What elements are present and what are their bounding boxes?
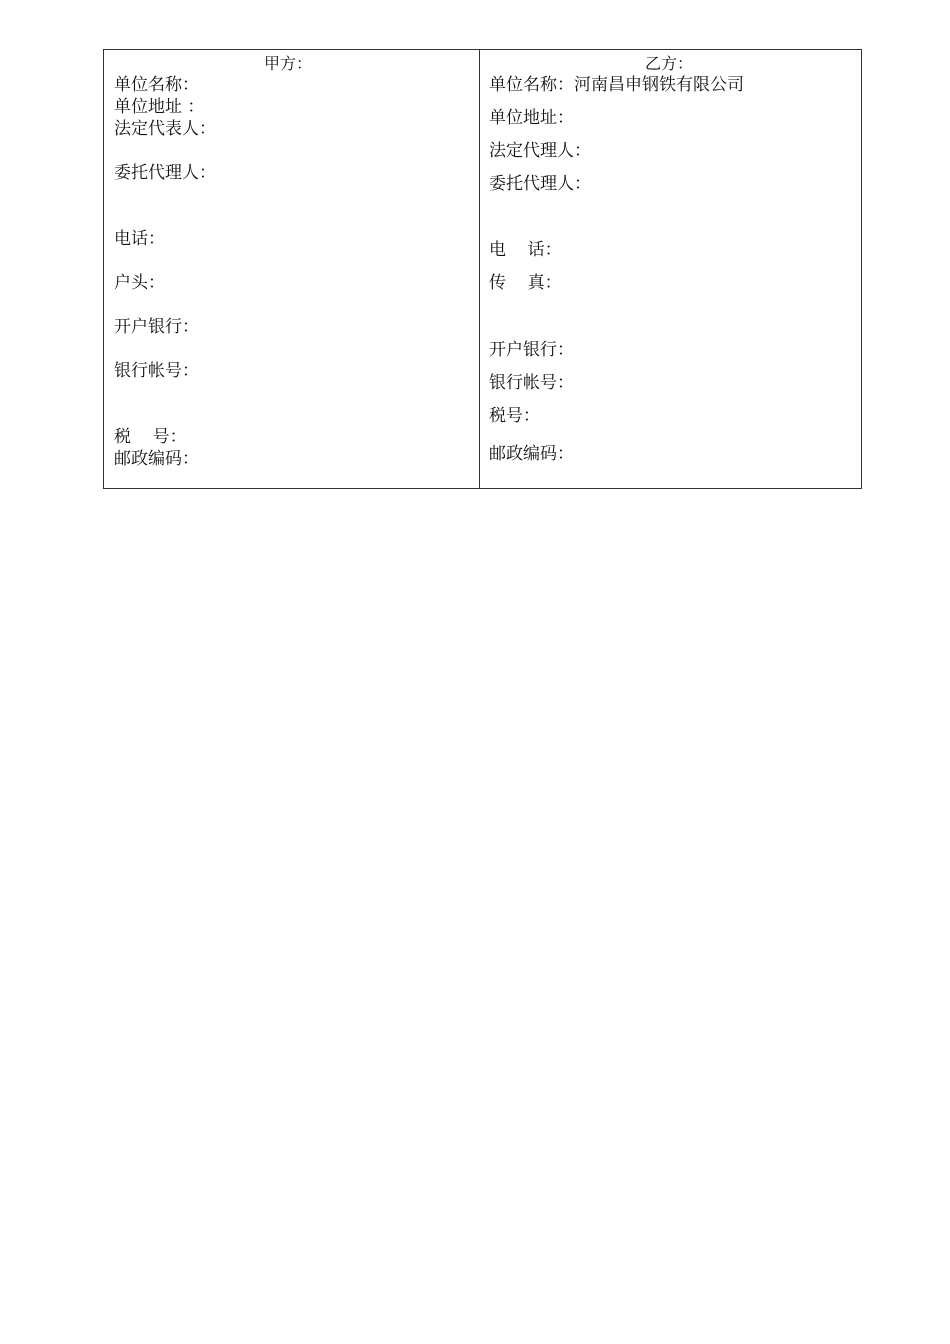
- party-a-account-label: 户头：: [114, 273, 165, 293]
- column-divider: [479, 50, 480, 488]
- party-a-bank-label: 开户银行：: [114, 317, 199, 337]
- party-a-phone-label: 电话：: [114, 229, 165, 249]
- party-b-bank-label: 开户银行：: [489, 340, 574, 360]
- party-b-fax-label: 传 真：: [489, 273, 562, 293]
- party-b-unit-address-label: 单位地址：: [489, 108, 574, 128]
- party-b-unit-name-value: 河南昌申钢铁有限公司: [574, 75, 744, 95]
- contract-signature-table: [103, 49, 862, 489]
- party-b-legal-agent-label: 法定代理人：: [489, 141, 591, 161]
- party-b-postcode-label: 邮政编码：: [489, 444, 574, 464]
- party-b-title: 乙方：: [645, 54, 694, 73]
- party-b-bank-account-label: 银行帐号：: [489, 373, 574, 393]
- party-b-tax-label: 税号：: [489, 406, 540, 426]
- party-a-agent-label: 委托代理人：: [114, 163, 216, 183]
- party-b-unit-name-row: [489, 74, 744, 96]
- party-a-title: 甲方：: [264, 54, 313, 73]
- party-a-unit-address-label: 单位地址 ：: [114, 97, 205, 117]
- party-a-unit-name-label: 单位名称：: [114, 75, 199, 95]
- party-a-postcode-label: 邮政编码：: [114, 449, 199, 469]
- party-a-tax-label: 税 号：: [114, 427, 187, 447]
- party-a-bank-account-label: 银行帐号：: [114, 361, 199, 381]
- party-b-agent-label: 委托代理人：: [489, 174, 591, 194]
- party-a-legal-rep-label: 法定代表人：: [114, 119, 216, 139]
- party-b-unit-name-label: 单位名称：: [489, 75, 574, 95]
- party-b-phone-label: 电 话：: [489, 240, 562, 260]
